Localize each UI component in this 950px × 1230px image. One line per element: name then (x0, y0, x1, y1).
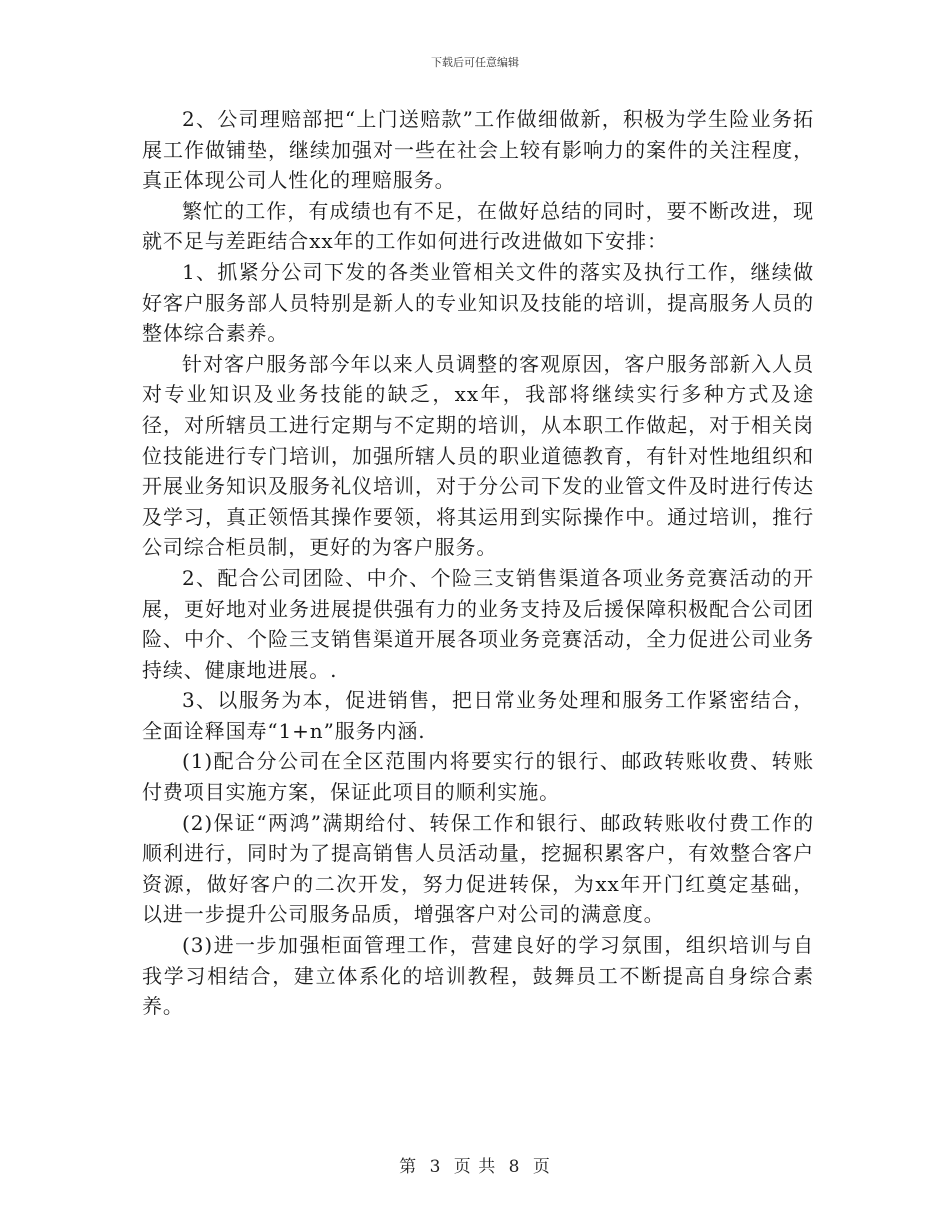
footer-suffix: 页 (532, 1157, 551, 1177)
footer-middle: 页 共 (453, 1157, 497, 1177)
paragraph-claims-service: 2、公司理赔部把“上门送赔款”工作做细做新，积极为学生险业务拓展工作做铺垫，继续加强对一些在社会上较有影响力的案件的关注程度，真正体现公司人性化的理赔服务。 (142, 107, 814, 193)
footer-total-pages: 8 (508, 1157, 521, 1177)
paragraph-service-item-3: 3、以服务为本，促进销售，把日常业务处理和服务工作紧密结合，全面诠释国寿“1+n”服务内涵. (142, 688, 814, 743)
page-header-note: 下载后可任意编辑 (431, 56, 519, 69)
paragraph-training-detail: 针对客户服务部今年以来人员调整的客观原因，客户服务部新入人员对专业知识及业务技能的缺乏，xx年，我部将继续实行多种方式及途径，对所辖员工进行定期与不定期的培训，从本职工作做起，对于相关岗位技能进行专门培训，加强所辖人员的职业道德教育，有针对性地组织和开展业务知识及服务礼仪培训，对于分公司下发的业管文件及时进行传达及学习，真正领悟其操作要领，将其运用到实际操作中。通过培训，推行公司综合柜员制，更好的为客户服务。 (142, 351, 814, 560)
paragraph-subitem-2: (2)保证“两鸿”满期给付、转保工作和银行、邮政转账收付费工作的顺利进行，同时为了提高销售人员活动量，挖掘积累客户，有效整合客户资源，做好客户的二次开发，努力促进转保，为xx年开门红奠定基础，以进一步提升公司服务品质，增强客户对公司的满意度。 (142, 810, 814, 927)
document-body (142, 104, 814, 1022)
paragraph-improvement-intro: 繁忙的工作，有成绩也有不足，在做好总结的同时，要不断改进，现就不足与差距结合xx年的工作如何进行改进做如下安排： (142, 198, 814, 254)
paragraph-sales-channel-item-2: 2、配合公司团险、中介、个险三支销售渠道各项业务竞赛活动的开展，更好地对业务进展提供强有力的业务支持及后援保障积极配合公司团险、中介、个险三支销售渠道开展各项业务竞赛活动，全力促进公司业务持续、健康地进展。. (142, 565, 814, 682)
footer-prefix: 第 (399, 1157, 418, 1177)
footer-current-page: 3 (429, 1157, 442, 1177)
page-footer (0, 1152, 950, 1177)
paragraph-training-item-1: 1、抓紧分公司下发的各类业管相关文件的落实及执行工作，继续做好客户服务部人员特别是新人的专业知识及技能的培训，提高服务人员的整体综合素养。 (142, 259, 814, 346)
paragraph-subitem-1: (1)配合分公司在全区范围内将要实行的银行、邮政转账收费、转账付费项目实施方案，保证此项目的顺利实施。 (142, 749, 814, 805)
paragraph-subitem-3: (3)进一步加强柜面管理工作，营建良好的学习氛围，组织培训与自我学习相结合，建立体系化的培训教程，鼓舞员工不断提高自身综合素养。 (142, 933, 814, 1019)
